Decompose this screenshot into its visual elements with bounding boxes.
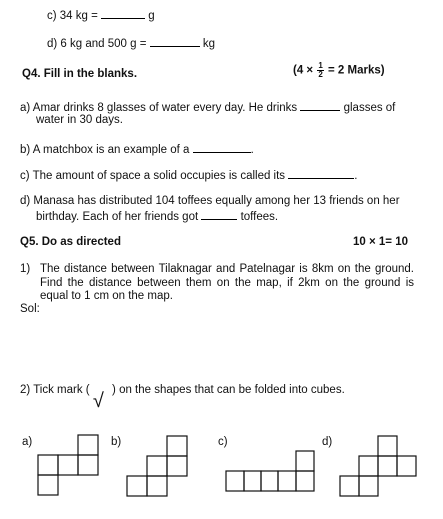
- q5-item2-text-after: ) on the shapes that can be folded into cubes.: [112, 384, 345, 396]
- q5-item1-text: The distance between Tilaknagar and Patelnagar is 8km on the ground. Find the distance between them on the map, if 2km on the ground is equal to 1 cm on the map.: [40, 263, 414, 302]
- q4-marks: [293, 62, 385, 79]
- net-d-square: [378, 436, 397, 456]
- q4-item-c-blank[interactable]: [288, 168, 354, 179]
- net-a-square: [38, 455, 58, 475]
- cube-net-b[interactable]: [127, 436, 189, 498]
- q5-item2-text: 2) Tick mark (: [20, 384, 90, 396]
- q5-sol-label: Sol:: [20, 303, 40, 315]
- q4-item-d-text-after: toffees.: [240, 211, 279, 223]
- q4-item-b-blank[interactable]: [193, 142, 251, 153]
- q4-item-a-text: a) Amar drinks 8 glasses of water every day. He drinks: [20, 102, 298, 114]
- q3-part-c: [47, 8, 155, 22]
- q5-marks: 10 × 1= 10: [353, 236, 408, 248]
- q4-item-c-text: c) The amount of space a solid occupies is called its: [20, 170, 286, 182]
- tick-mark-glyph: √: [92, 390, 104, 412]
- option-label-b: b): [111, 436, 122, 448]
- q4-item-a-text-after: glasses of: [343, 102, 396, 114]
- option-label-d: d): [322, 436, 333, 448]
- q4-item-d-line1: d) Manasa has distributed 104 toffees equally among her 13 friends on her: [20, 195, 400, 207]
- net-c-square: [226, 471, 244, 491]
- q4-item-a-line2: water in 30 days.: [36, 114, 123, 126]
- net-d-square: [359, 456, 378, 476]
- net-c-square: [296, 471, 314, 491]
- q4-item-d-line2: [36, 209, 278, 223]
- q4-item-b-end: .: [250, 144, 254, 156]
- q5-item1-number: 1): [20, 263, 31, 275]
- net-d-square: [359, 476, 378, 496]
- q4-item-d-blank[interactable]: [201, 209, 237, 220]
- q4-heading: Q4. Fill in the blanks.: [22, 68, 138, 80]
- net-b-square: [147, 456, 167, 476]
- option-label-a: a): [22, 436, 33, 448]
- net-d-square: [340, 476, 359, 496]
- q3-part-d-label: d) 6 kg and 500 g =: [47, 38, 147, 50]
- q4-marks-denominator: 2: [318, 70, 323, 79]
- q3-part-d: [47, 36, 215, 50]
- cube-net-d[interactable]: [340, 436, 420, 498]
- net-c-square: [244, 471, 261, 491]
- net-b-square: [167, 436, 187, 456]
- q3-part-d-unit: kg: [202, 38, 215, 50]
- net-a-square: [78, 455, 98, 475]
- q4-marks-prefix: (4 ×: [293, 64, 314, 77]
- q4-item-c: [20, 168, 357, 182]
- q3-part-c-unit: g: [148, 10, 155, 22]
- q3-part-c-blank[interactable]: [101, 8, 145, 19]
- net-b-square: [127, 476, 147, 496]
- net-b-square: [167, 456, 187, 476]
- net-a-square: [78, 435, 98, 455]
- q4-marks-suffix: = 2 Marks): [328, 64, 385, 77]
- q3-part-c-label: c) 34 kg =: [47, 10, 98, 22]
- net-c-square: [278, 471, 296, 491]
- cube-net-c[interactable]: [226, 451, 318, 493]
- q4-item-a-blank[interactable]: [300, 100, 340, 111]
- q5-heading: Q5. Do as directed: [20, 236, 121, 248]
- cube-net-a[interactable]: [38, 435, 100, 497]
- net-b-square: [147, 476, 167, 496]
- q3-part-d-blank[interactable]: [150, 36, 200, 47]
- q4-item-a: [20, 100, 395, 114]
- net-d-square: [397, 456, 416, 476]
- net-c-square: [261, 471, 278, 491]
- net-d-square: [378, 456, 397, 476]
- q4-item-b-text: b) A matchbox is an example of a: [20, 144, 190, 156]
- q4-item-d-text: birthday. Each of her friends got: [36, 211, 199, 223]
- net-a-square: [38, 475, 58, 495]
- q4-item-b: [20, 142, 254, 156]
- q5-item2: [20, 384, 345, 412]
- q4-item-c-end: .: [354, 170, 358, 182]
- option-label-c: c): [218, 436, 228, 448]
- net-a-square: [58, 455, 78, 475]
- q4-marks-fraction: [317, 62, 323, 79]
- net-c-square: [296, 451, 314, 471]
- q4-marks-numerator: 1: [318, 61, 323, 70]
